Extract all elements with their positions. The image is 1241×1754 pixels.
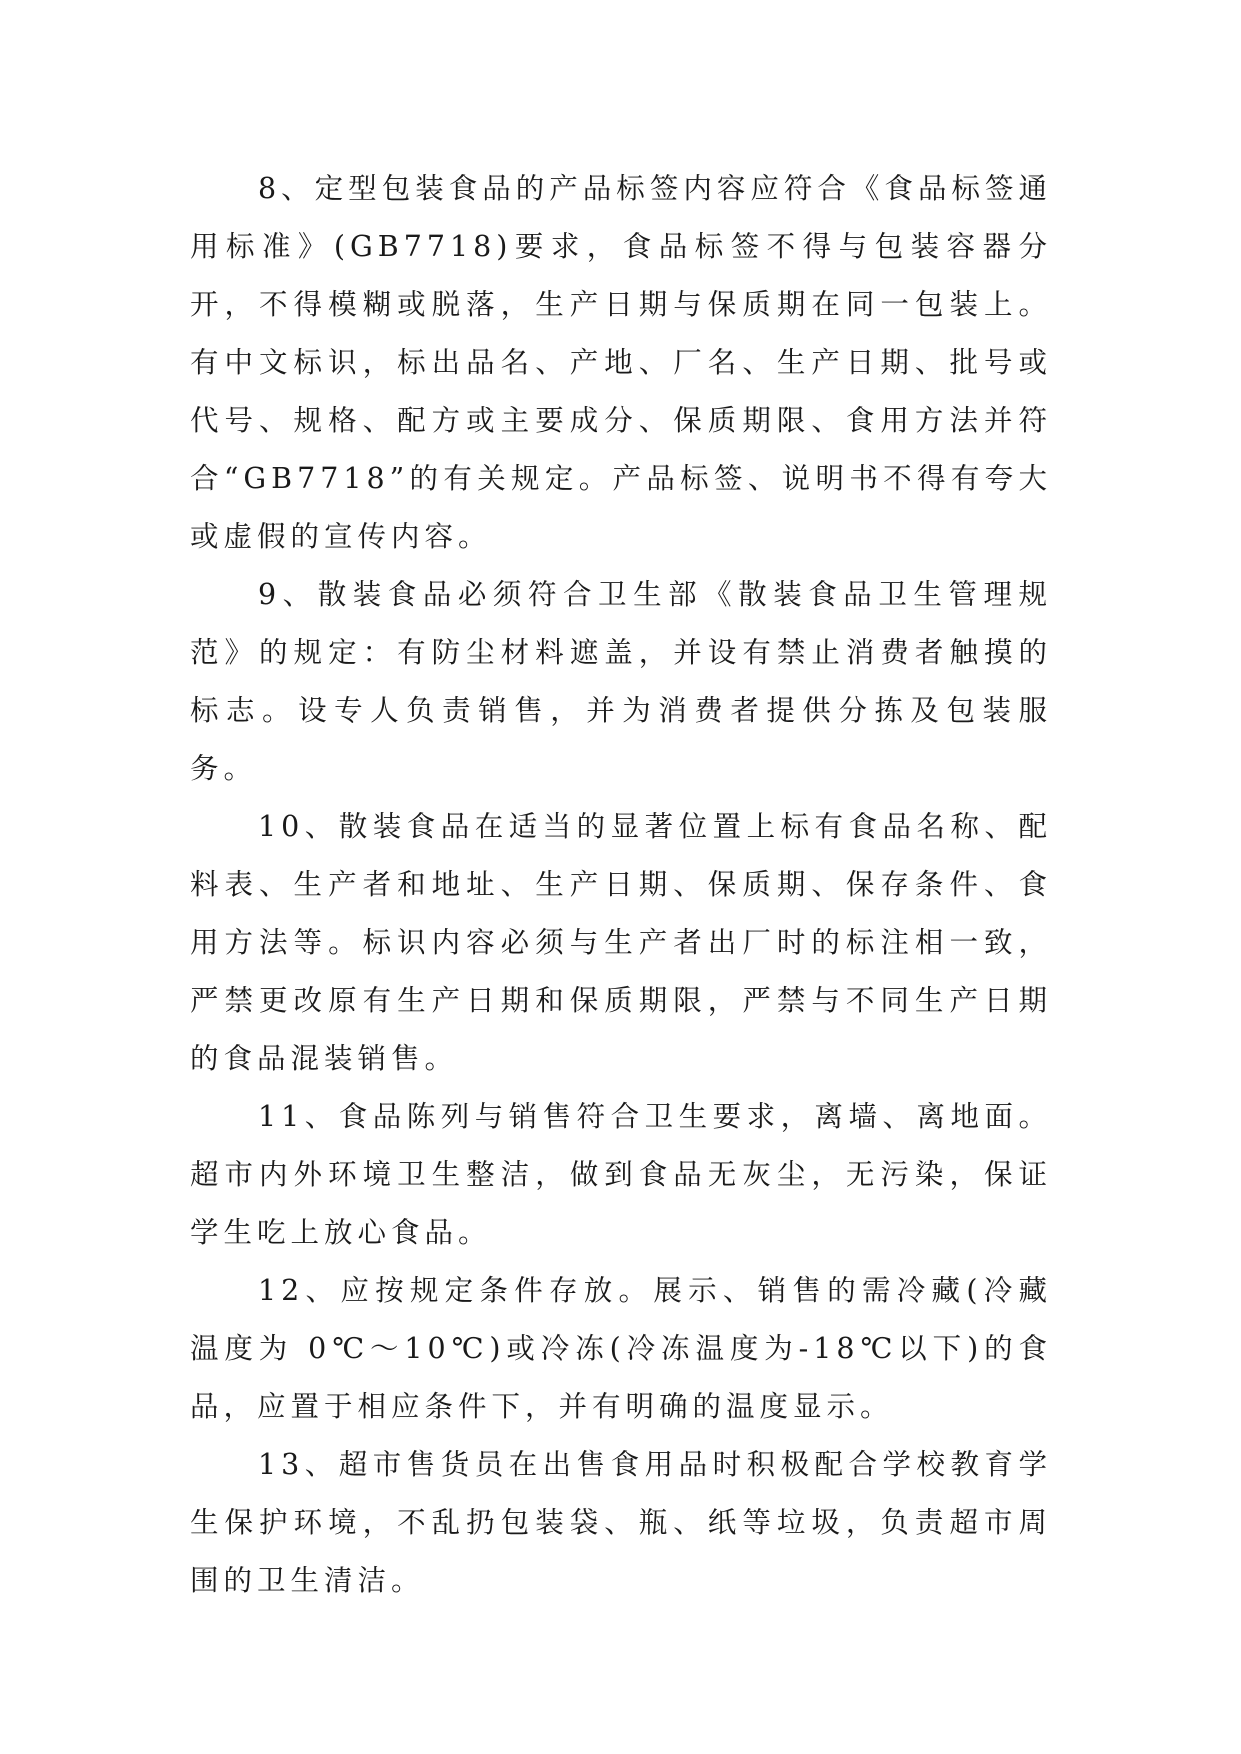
document-page [190, 160, 1052, 1610]
paragraph-item-11: 11、食品陈列与销售符合卫生要求，离墙、离地面。超市内外环境卫生整洁，做到食品无灰尘，无污染，保证学生吃上放心食品。 [190, 1100, 1052, 1249]
paragraph-item-10: 10、散装食品在适当的显著位置上标有食品名称、配料表、生产者和地址、生产日期、保质期、保存条件、食用方法等。标识内容必须与生产者出厂时的标注相一致，严禁更改原有生产日期和保质期限，严禁与不同生产日期的食品混装销售。 [190, 810, 1052, 1075]
paragraph-item-13: 13、超市售货员在出售食用品时积极配合学校教育学生保护环境，不乱扔包装袋、瓶、纸等垃圾，负责超市周围的卫生清洁。 [190, 1448, 1052, 1597]
paragraph-item-8: 8、定型包装食品的产品标签内容应符合《食品标签通用标准》(GB7718)要求，食品标签不得与包装容器分开，不得模糊或脱落，生产日期与保质期在同一包装上。有中文标识，标出品名、产地、厂名、生产日期、批号或代号、规格、配方或主要成分、保质期限、食用方法并符合“GB7718”的有关规定。产品标签、说明书不得有夸大或虚假的宣传内容。 [190, 172, 1052, 553]
paragraph-item-9: 9、散装食品必须符合卫生部《散装食品卫生管理规范》的规定：有防尘材料遮盖，并设有禁止消费者触摸的标志。设专人负责销售，并为消费者提供分拣及包装服务。 [190, 578, 1052, 785]
paragraph-item-12: 12、应按规定条件存放。展示、销售的需冷藏(冷藏温度为 0℃～10℃)或冷冻(冷冻温度为-18℃以下)的食品，应置于相应条件下，并有明确的温度显示。 [190, 1274, 1052, 1423]
